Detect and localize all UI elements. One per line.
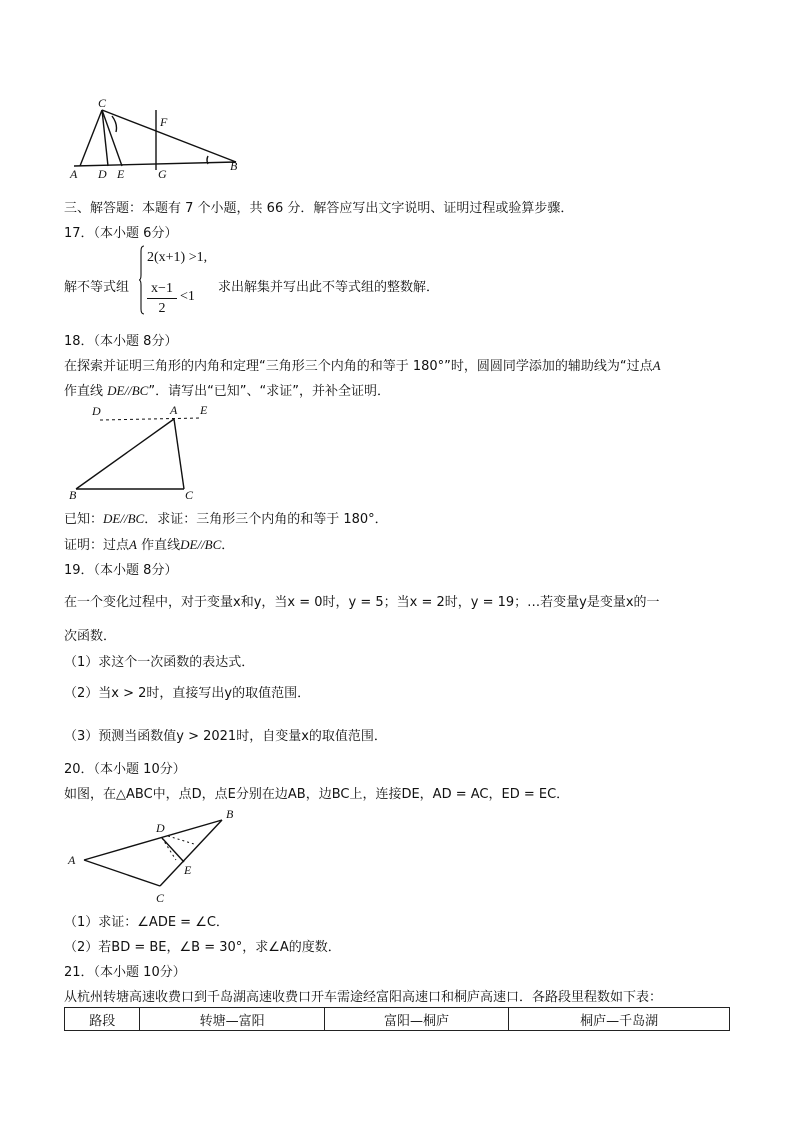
fig2-label-B: B: [69, 488, 77, 502]
q18-proof-var2: DE//BC: [180, 537, 222, 552]
q18-line2b: ”．请写出“已知”、“求证”，并补全证明．: [148, 384, 391, 399]
q18-line2a: 作直线: [64, 384, 104, 399]
fig3-label-B: B: [226, 807, 234, 821]
q19-text-line2: 次函数．: [64, 629, 117, 644]
table-header-row: [65, 1008, 730, 1031]
q17-heading: 17．（本小题 6分）: [64, 226, 178, 241]
q18-proof-c: ．: [221, 538, 235, 553]
brace-icon: [139, 245, 145, 315]
q18-proof-var1: A: [129, 537, 137, 552]
table-header-cell: 富阳—桐庐: [324, 1008, 508, 1031]
table-header-cell: 转塘—富阳: [140, 1008, 324, 1031]
q19-heading: 19．（本小题 8分）: [64, 563, 178, 578]
fig1-label-F: F: [160, 115, 168, 129]
q19-text-line1: 在一个变化过程中，对于变量x和y，当x = 0时，y = 5；当x = 2时，y = 19；…若变量y是变量x的一: [64, 595, 660, 610]
q18-known-a: 已知：: [64, 512, 104, 527]
fig3-label-A: A: [68, 853, 76, 867]
q21-heading: 21．（本小题 10分）: [64, 965, 186, 980]
q20-part1: （1）求证：∠ADE = ∠C．: [64, 915, 229, 930]
fig1-label-C: C: [98, 96, 107, 110]
section-heading: 三、解答题：本题有 7 个小题，共 66 分．解答应写出文字说明、证明过程或验算步骤．: [64, 201, 574, 216]
q18-proof-a: 证明：过点: [64, 538, 130, 553]
q17-prefix: 解不等式组: [64, 280, 130, 295]
fig2-label-C: C: [185, 488, 194, 502]
q20-part2: （2）若BD = BE，∠B = 30°，求∠A的度数．: [64, 940, 341, 955]
fig1-label-D: D: [98, 167, 107, 180]
table-header-cell: 路段: [65, 1008, 140, 1031]
table-header-cell: 桐庐—千岛湖: [509, 1008, 730, 1031]
q19-part1: （1）求这个一次函数的表达式．: [64, 655, 255, 670]
geometry-figure-3: [64, 806, 244, 910]
route-table: [64, 1007, 730, 1031]
q17-inequality-1: 2(x+1) >1,: [147, 250, 208, 265]
fig2-label-E: E: [200, 403, 208, 417]
q18-text-line1: [64, 355, 661, 374]
q18-heading: 18．（本小题 8分）: [64, 334, 178, 349]
q18-known: [64, 508, 388, 527]
q17-fraction-tail: <1: [180, 289, 195, 304]
geometry-figure-1: [60, 94, 260, 180]
fig2-label-D: D: [92, 404, 101, 418]
fig2-label-A: A: [170, 403, 178, 417]
fig1-label-E: E: [117, 167, 125, 180]
q20-text-line1: 如图，在△ABC中，点D，点E分别在边AB，边BC上，连接DE，AD = AC，ED = EC．: [64, 787, 570, 802]
fig1-label-G: G: [158, 167, 167, 180]
q18-known-b: ．求证：三角形三个内角的和等于 180°．: [144, 512, 388, 527]
q19-part2: （2）当x > 2时，直接写出y的取值范围．: [64, 686, 311, 701]
q18-proof-b: 作直线: [141, 538, 181, 553]
q18-line2-var: DE//BC: [107, 383, 149, 398]
q18-line1-var: A: [652, 358, 661, 373]
fig1-label-B: B: [230, 159, 238, 173]
q21-text-line1: 从杭州转塘高速收费口到千岛湖高速收费口开车需途经富阳高速口和桐庐高速口．各路段里程数如下表：: [64, 990, 663, 1005]
q17-fraction-denominator: 2: [158, 301, 166, 316]
geometry-figure-2: [64, 402, 214, 502]
q18-known-var: DE//BC: [103, 511, 145, 526]
q19-part3: （3）预测当函数值y > 2021时，自变量x的取值范围．: [64, 729, 387, 744]
q20-heading: 20．（本小题 10分）: [64, 762, 186, 777]
fig3-label-D: D: [156, 821, 165, 835]
q18-proof: [64, 534, 234, 553]
q17-suffix: 求出解集并写出此不等式组的整数解．: [218, 280, 440, 295]
q18-text-line2: [64, 380, 390, 399]
fig1-label-A: A: [70, 167, 78, 180]
q18-line1-text: 在探索并证明三角形的内角和定理“三角形三个内角的和等于 180°”时，圆圆同学添加的辅助线为“过点: [64, 359, 653, 374]
fig3-label-C: C: [156, 891, 165, 905]
q17-fraction-numerator: x−1: [147, 281, 177, 299]
fig3-label-E: E: [184, 863, 192, 877]
